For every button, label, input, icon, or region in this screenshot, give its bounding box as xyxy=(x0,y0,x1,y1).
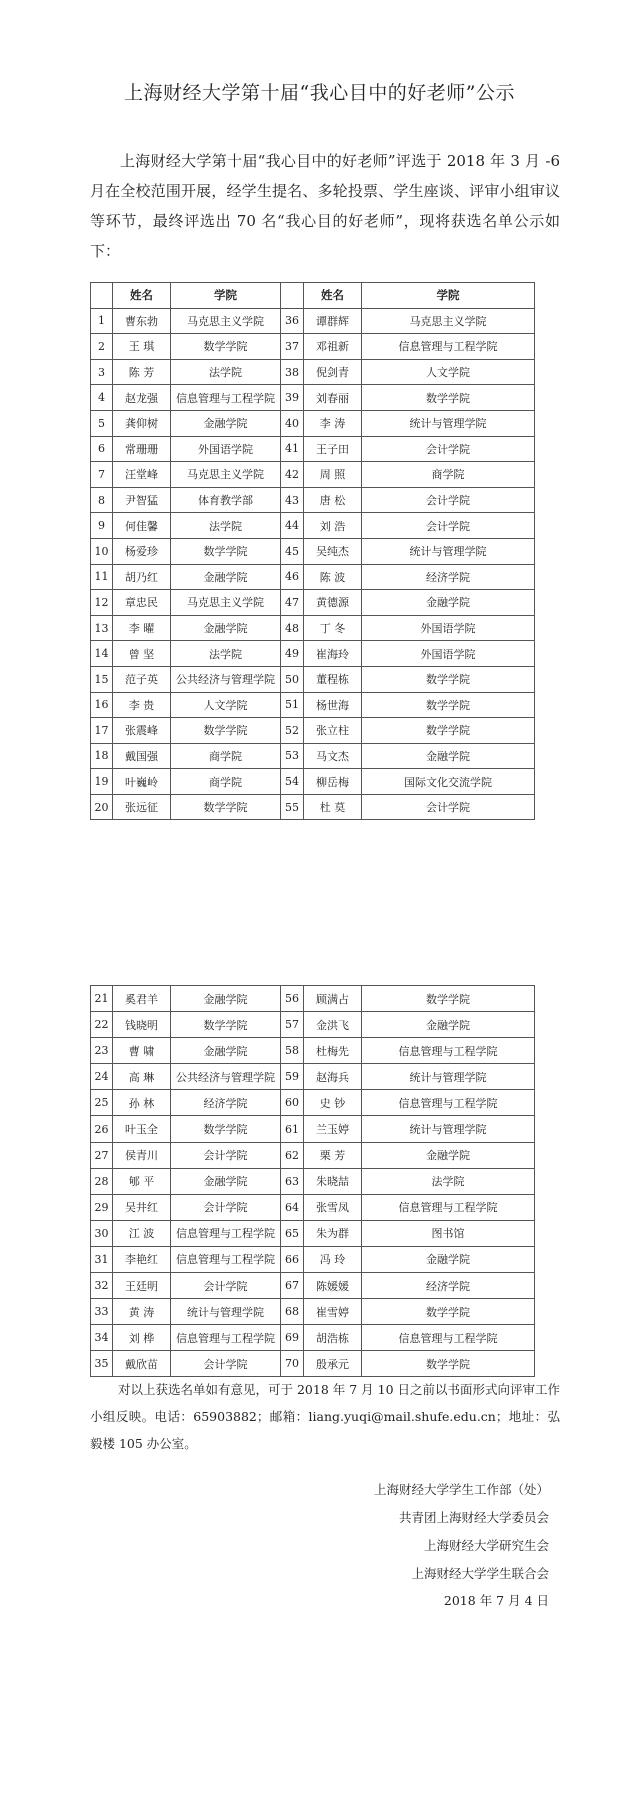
teacher-name-cell: 陈 波 xyxy=(304,564,362,590)
roster-body-1 xyxy=(91,308,535,820)
teacher-name-cell: 董程栋 xyxy=(304,666,362,692)
row-index-cell: 66 xyxy=(281,1246,304,1272)
row-index-cell: 9 xyxy=(91,513,113,539)
table-row xyxy=(91,666,535,692)
college-cell: 法学院 xyxy=(171,513,281,539)
table-row xyxy=(91,1116,535,1142)
teacher-name-cell: 江 波 xyxy=(113,1220,171,1246)
college-cell: 金融学院 xyxy=(362,1246,535,1272)
college-cell: 数学学院 xyxy=(362,1351,535,1377)
table-row xyxy=(91,564,535,590)
table-row xyxy=(91,334,535,360)
table-row xyxy=(91,513,535,539)
table-row xyxy=(91,410,535,436)
teacher-name-cell: 汪堂峰 xyxy=(113,462,171,488)
row-index-cell: 63 xyxy=(281,1168,304,1194)
college-cell: 金融学院 xyxy=(171,410,281,436)
row-index-cell: 13 xyxy=(91,615,113,641)
teacher-name-cell: 刘 桦 xyxy=(113,1325,171,1351)
teacher-name-cell: 黄 涛 xyxy=(113,1299,171,1325)
row-index-cell: 1 xyxy=(91,308,113,334)
row-index-cell: 57 xyxy=(281,1012,304,1038)
teacher-name-cell: 赵海兵 xyxy=(304,1064,362,1090)
row-index-cell: 21 xyxy=(91,986,113,1012)
teacher-name-cell: 冯 玲 xyxy=(304,1246,362,1272)
college-cell: 金融学院 xyxy=(171,1168,281,1194)
college-cell: 信息管理与工程学院 xyxy=(362,1090,535,1116)
college-cell: 马克思主义学院 xyxy=(171,590,281,616)
row-index-cell: 32 xyxy=(91,1273,113,1299)
teacher-name-cell: 叶巍岭 xyxy=(113,769,171,795)
teacher-name-cell: 张雪凤 xyxy=(304,1194,362,1220)
teacher-name-cell: 李 贵 xyxy=(113,692,171,718)
row-index-cell: 23 xyxy=(91,1038,113,1064)
row-index-cell: 18 xyxy=(91,743,113,769)
college-cell: 会计学院 xyxy=(362,436,535,462)
teacher-name-cell: 刘 浩 xyxy=(304,513,362,539)
teacher-name-cell: 栗 芳 xyxy=(304,1142,362,1168)
table-header-row xyxy=(91,283,535,309)
header-name: 姓名 xyxy=(113,283,171,309)
table-row xyxy=(91,1273,535,1299)
row-index-cell: 45 xyxy=(281,538,304,564)
row-index-cell: 47 xyxy=(281,590,304,616)
college-cell: 信息管理与工程学院 xyxy=(171,1220,281,1246)
college-cell: 数学学院 xyxy=(362,385,535,411)
college-cell: 会计学院 xyxy=(171,1273,281,1299)
teacher-name-cell: 胡乃红 xyxy=(113,564,171,590)
teacher-name-cell: 李艳红 xyxy=(113,1246,171,1272)
teacher-name-cell: 侯青川 xyxy=(113,1142,171,1168)
teacher-name-cell: 金洪飞 xyxy=(304,1012,362,1038)
row-index-cell: 64 xyxy=(281,1194,304,1220)
teacher-name-cell: 崔海玲 xyxy=(304,641,362,667)
teacher-name-cell: 黄德源 xyxy=(304,590,362,616)
college-cell: 数学学院 xyxy=(362,692,535,718)
table-row xyxy=(91,1246,535,1272)
teacher-name-cell: 崔雪婷 xyxy=(304,1299,362,1325)
college-cell: 统计与管理学院 xyxy=(362,1064,535,1090)
teacher-name-cell: 马文杰 xyxy=(304,743,362,769)
row-index-cell: 3 xyxy=(91,359,113,385)
table-row xyxy=(91,436,535,462)
teacher-name-cell: 杨爱珍 xyxy=(113,538,171,564)
college-cell: 数学学院 xyxy=(362,666,535,692)
signature-graduate-union: 上海财经大学研究生会 xyxy=(423,1538,549,1553)
teacher-name-cell: 李 曜 xyxy=(113,615,171,641)
college-cell: 马克思主义学院 xyxy=(171,462,281,488)
row-index-cell: 35 xyxy=(91,1351,113,1377)
teacher-name-cell: 曹东勃 xyxy=(113,308,171,334)
row-index-cell: 11 xyxy=(91,564,113,590)
teacher-name-cell: 赵龙强 xyxy=(113,385,171,411)
row-index-cell: 39 xyxy=(281,385,304,411)
row-index-cell: 42 xyxy=(281,462,304,488)
college-cell: 金融学院 xyxy=(362,1142,535,1168)
header-index xyxy=(281,283,304,309)
college-cell: 金融学院 xyxy=(362,1012,535,1038)
row-index-cell: 51 xyxy=(281,692,304,718)
row-index-cell: 56 xyxy=(281,986,304,1012)
table-row xyxy=(91,769,535,795)
page-title: 上海财经大学第十届“我心目中的好老师”公示 xyxy=(124,82,515,104)
row-index-cell: 43 xyxy=(281,487,304,513)
college-cell: 信息管理与工程学院 xyxy=(171,385,281,411)
teacher-name-cell: 王 琪 xyxy=(113,334,171,360)
college-cell: 经济学院 xyxy=(362,564,535,590)
table-row xyxy=(91,794,535,820)
teacher-name-cell: 史 钞 xyxy=(304,1090,362,1116)
college-cell: 数学学院 xyxy=(171,794,281,820)
college-cell: 信息管理与工程学院 xyxy=(362,1194,535,1220)
teacher-name-cell: 杜梅先 xyxy=(304,1038,362,1064)
row-index-cell: 17 xyxy=(91,718,113,744)
college-cell: 公共经济与管理学院 xyxy=(171,1064,281,1090)
row-index-cell: 59 xyxy=(281,1064,304,1090)
college-cell: 金融学院 xyxy=(171,986,281,1012)
teacher-name-cell: 郇 平 xyxy=(113,1168,171,1194)
roster-body-2 xyxy=(91,986,535,1377)
college-cell: 数学学院 xyxy=(171,1012,281,1038)
teacher-name-cell: 戴国强 xyxy=(113,743,171,769)
table-row xyxy=(91,641,535,667)
table-row xyxy=(91,1351,535,1377)
college-cell: 商学院 xyxy=(171,743,281,769)
teacher-name-cell: 顾满占 xyxy=(304,986,362,1012)
row-index-cell: 68 xyxy=(281,1299,304,1325)
table-row xyxy=(91,359,535,385)
row-index-cell: 29 xyxy=(91,1194,113,1220)
table-row xyxy=(91,718,535,744)
table-row xyxy=(91,1038,535,1064)
row-index-cell: 36 xyxy=(281,308,304,334)
college-cell: 数学学院 xyxy=(171,718,281,744)
teacher-name-cell: 丁 冬 xyxy=(304,615,362,641)
teacher-name-cell: 叶玉全 xyxy=(113,1116,171,1142)
teacher-name-cell: 王廷明 xyxy=(113,1273,171,1299)
college-cell: 金融学院 xyxy=(171,1038,281,1064)
row-index-cell: 41 xyxy=(281,436,304,462)
row-index-cell: 62 xyxy=(281,1142,304,1168)
row-index-cell: 48 xyxy=(281,615,304,641)
row-index-cell: 10 xyxy=(91,538,113,564)
row-index-cell: 40 xyxy=(281,410,304,436)
college-cell: 数学学院 xyxy=(362,986,535,1012)
row-index-cell: 4 xyxy=(91,385,113,411)
teacher-name-cell: 陈 芳 xyxy=(113,359,171,385)
teacher-name-cell: 朱为群 xyxy=(304,1220,362,1246)
teacher-name-cell: 曹 啸 xyxy=(113,1038,171,1064)
college-cell: 外国语学院 xyxy=(171,436,281,462)
college-cell: 人文学院 xyxy=(362,359,535,385)
intro-paragraph: 上海财经大学第十届“我心目中的好老师”评选于 2018 年 3 月 -6 月在全校范围开展，经学生提名、多轮投票、学生座谈、评审小组审议等环节，最终评选出 70 名“我心目的好老师”，现将获选名单公示如下： xyxy=(90,152,560,260)
college-cell: 金融学院 xyxy=(171,615,281,641)
table-row xyxy=(91,1142,535,1168)
row-index-cell: 33 xyxy=(91,1299,113,1325)
college-cell: 统计与管理学院 xyxy=(362,1116,535,1142)
row-index-cell: 50 xyxy=(281,666,304,692)
teacher-name-cell: 周 照 xyxy=(304,462,362,488)
college-cell: 会计学院 xyxy=(171,1194,281,1220)
college-cell: 法学院 xyxy=(362,1168,535,1194)
row-index-cell: 6 xyxy=(91,436,113,462)
teacher-name-cell: 殷承元 xyxy=(304,1351,362,1377)
college-cell: 统计与管理学院 xyxy=(171,1299,281,1325)
teacher-name-cell: 邓祖新 xyxy=(304,334,362,360)
teacher-name-cell: 朱晓喆 xyxy=(304,1168,362,1194)
college-cell: 会计学院 xyxy=(362,487,535,513)
college-cell: 数学学院 xyxy=(171,1116,281,1142)
header-index xyxy=(91,283,113,309)
header-name: 姓名 xyxy=(304,283,362,309)
teacher-name-cell: 柳岳梅 xyxy=(304,769,362,795)
teacher-name-cell: 高 琳 xyxy=(113,1064,171,1090)
row-index-cell: 53 xyxy=(281,743,304,769)
teacher-name-cell: 谭群辉 xyxy=(304,308,362,334)
college-cell: 会计学院 xyxy=(171,1142,281,1168)
teacher-name-cell: 刘春丽 xyxy=(304,385,362,411)
teacher-name-cell: 王子田 xyxy=(304,436,362,462)
row-index-cell: 54 xyxy=(281,769,304,795)
row-index-cell: 70 xyxy=(281,1351,304,1377)
teacher-name-cell: 龚仰树 xyxy=(113,410,171,436)
teacher-name-cell: 章忠民 xyxy=(113,590,171,616)
table-row xyxy=(91,385,535,411)
teacher-name-cell: 张远征 xyxy=(113,794,171,820)
row-index-cell: 38 xyxy=(281,359,304,385)
row-index-cell: 46 xyxy=(281,564,304,590)
signature-youth-league: 共青团上海财经大学委员会 xyxy=(398,1510,549,1525)
college-cell: 法学院 xyxy=(171,359,281,385)
row-index-cell: 44 xyxy=(281,513,304,539)
teacher-name-cell: 陈媛媛 xyxy=(304,1273,362,1299)
table-row xyxy=(91,1012,535,1038)
college-cell: 经济学院 xyxy=(362,1273,535,1299)
table-row xyxy=(91,308,535,334)
college-cell: 外国语学院 xyxy=(362,641,535,667)
college-cell: 马克思主义学院 xyxy=(171,308,281,334)
row-index-cell: 2 xyxy=(91,334,113,360)
row-index-cell: 22 xyxy=(91,1012,113,1038)
row-index-cell: 26 xyxy=(91,1116,113,1142)
teacher-name-cell: 尹智猛 xyxy=(113,487,171,513)
college-cell: 外国语学院 xyxy=(362,615,535,641)
college-cell: 统计与管理学院 xyxy=(362,538,535,564)
table-row xyxy=(91,487,535,513)
signature-date: 2018 年 7 月 4 日 xyxy=(443,1593,549,1608)
teacher-name-cell: 钱晓明 xyxy=(113,1012,171,1038)
college-cell: 会计学院 xyxy=(362,794,535,820)
college-cell: 体育教学部 xyxy=(171,487,281,513)
college-cell: 经济学院 xyxy=(171,1090,281,1116)
college-cell: 数学学院 xyxy=(171,334,281,360)
college-cell: 金融学院 xyxy=(362,590,535,616)
row-index-cell: 55 xyxy=(281,794,304,820)
college-cell: 数学学院 xyxy=(362,718,535,744)
roster-table-1 xyxy=(90,282,535,820)
row-index-cell: 25 xyxy=(91,1090,113,1116)
college-cell: 统计与管理学院 xyxy=(362,410,535,436)
college-cell: 信息管理与工程学院 xyxy=(362,334,535,360)
teacher-name-cell: 胡浩栋 xyxy=(304,1325,362,1351)
teacher-name-cell: 张震峰 xyxy=(113,718,171,744)
row-index-cell: 31 xyxy=(91,1246,113,1272)
row-index-cell: 67 xyxy=(281,1273,304,1299)
table-row xyxy=(91,743,535,769)
row-index-cell: 61 xyxy=(281,1116,304,1142)
college-cell: 商学院 xyxy=(171,769,281,795)
college-cell: 信息管理与工程学院 xyxy=(362,1038,535,1064)
teacher-name-cell: 曾 坚 xyxy=(113,641,171,667)
table-row xyxy=(91,1325,535,1351)
row-index-cell: 30 xyxy=(91,1220,113,1246)
table-row xyxy=(91,692,535,718)
row-index-cell: 8 xyxy=(91,487,113,513)
college-cell: 信息管理与工程学院 xyxy=(171,1325,281,1351)
row-index-cell: 65 xyxy=(281,1220,304,1246)
signature-student-union: 上海财经大学学生联合会 xyxy=(411,1566,549,1581)
teacher-name-cell: 倪剑青 xyxy=(304,359,362,385)
table-row xyxy=(91,590,535,616)
row-index-cell: 12 xyxy=(91,590,113,616)
teacher-name-cell: 范子英 xyxy=(113,666,171,692)
teacher-name-cell: 戴欣苗 xyxy=(113,1351,171,1377)
table-row xyxy=(91,615,535,641)
row-index-cell: 69 xyxy=(281,1325,304,1351)
table-row xyxy=(91,1220,535,1246)
college-cell: 商学院 xyxy=(362,462,535,488)
table-row xyxy=(91,1168,535,1194)
college-cell: 马克思主义学院 xyxy=(362,308,535,334)
row-index-cell: 7 xyxy=(91,462,113,488)
row-index-cell: 37 xyxy=(281,334,304,360)
row-index-cell: 16 xyxy=(91,692,113,718)
table-row xyxy=(91,1194,535,1220)
table-row xyxy=(91,1090,535,1116)
table-row xyxy=(91,538,535,564)
row-index-cell: 52 xyxy=(281,718,304,744)
college-cell: 人文学院 xyxy=(171,692,281,718)
row-index-cell: 28 xyxy=(91,1168,113,1194)
header-college: 学院 xyxy=(171,283,281,309)
table-row xyxy=(91,462,535,488)
row-index-cell: 60 xyxy=(281,1090,304,1116)
college-cell: 信息管理与工程学院 xyxy=(171,1246,281,1272)
teacher-name-cell: 何佳馨 xyxy=(113,513,171,539)
row-index-cell: 19 xyxy=(91,769,113,795)
roster-table-2 xyxy=(90,985,535,1377)
teacher-name-cell: 唐 松 xyxy=(304,487,362,513)
row-index-cell: 34 xyxy=(91,1325,113,1351)
college-cell: 会计学院 xyxy=(171,1351,281,1377)
teacher-name-cell: 杨世海 xyxy=(304,692,362,718)
row-index-cell: 5 xyxy=(91,410,113,436)
row-index-cell: 14 xyxy=(91,641,113,667)
teacher-name-cell: 兰玉婷 xyxy=(304,1116,362,1142)
college-cell: 会计学院 xyxy=(362,513,535,539)
teacher-name-cell: 张立柱 xyxy=(304,718,362,744)
table-row xyxy=(91,1299,535,1325)
table-row xyxy=(91,986,535,1012)
teacher-name-cell: 孙 林 xyxy=(113,1090,171,1116)
college-cell: 国际文化交流学院 xyxy=(362,769,535,795)
row-index-cell: 15 xyxy=(91,666,113,692)
row-index-cell: 49 xyxy=(281,641,304,667)
teacher-name-cell: 李 涛 xyxy=(304,410,362,436)
row-index-cell: 20 xyxy=(91,794,113,820)
college-cell: 法学院 xyxy=(171,641,281,667)
college-cell: 金融学院 xyxy=(171,564,281,590)
table-row xyxy=(91,1064,535,1090)
header-college: 学院 xyxy=(362,283,535,309)
college-cell: 信息管理与工程学院 xyxy=(362,1325,535,1351)
teacher-name-cell: 杜 莫 xyxy=(304,794,362,820)
college-cell: 数学学院 xyxy=(171,538,281,564)
teacher-name-cell: 常珊珊 xyxy=(113,436,171,462)
row-index-cell: 58 xyxy=(281,1038,304,1064)
row-index-cell: 24 xyxy=(91,1064,113,1090)
closing-paragraph: 对以上获选名单如有意见，可于 2018 年 7 月 10 日之前以书面形式向评审工作小组反映。电话：65903882；邮箱：liang.yuqi@mail.shufe.edu.cn；地址：弘毅楼 105 办公室。 xyxy=(90,1382,561,1451)
row-index-cell: 27 xyxy=(91,1142,113,1168)
college-cell: 金融学院 xyxy=(362,743,535,769)
teacher-name-cell: 吴井红 xyxy=(113,1194,171,1220)
teacher-name-cell: 吴纯杰 xyxy=(304,538,362,564)
college-cell: 公共经济与管理学院 xyxy=(171,666,281,692)
teacher-name-cell: 奚君羊 xyxy=(113,986,171,1012)
college-cell: 数学学院 xyxy=(362,1299,535,1325)
signature-student-affairs: 上海财经大学学生工作部（处） xyxy=(373,1482,549,1497)
college-cell: 图书馆 xyxy=(362,1220,535,1246)
